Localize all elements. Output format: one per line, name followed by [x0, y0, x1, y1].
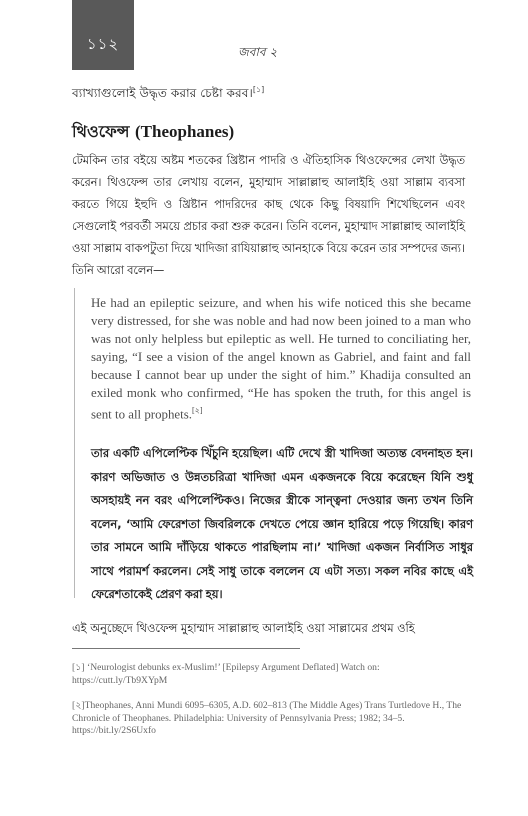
quote-bengali: তার একটি এপিলেপ্টিক খিঁচুনি হয়েছিল। এটি দেখে স্ত্রী খাদিজা অত্যন্ত বেদনাহত হন। কারণ অভিজাত ও উন্নতচরিত্রা খাদিজা এমন একজনকে বিয়ে করেছেন যিনি শুধু অসহায়ই নন বরং এপিলেপ্টিকও। নিজের স্ত্রীকে সান্ত্বনা দেওয়ার জন্য তখন তিনি বলেন, ‘আমি ফেরেশতা জিবরিলকে দেখতে পেয়ে জ্ঞান হারিয়ে পড়ে গিয়েছি। কারণ তার সামনে আমি দাঁড়িয়ে থাকতে পারছিলাম না।’ খাদিজা একজন নির্বাসিত সাধুর সাথে পরামর্শ করলেন। সেই সাধু তাকে বললেন যে এটা সত্য। সকল নবির কাছে এই ফেরেশতাকেই প্রেরণ করা হয়। — [91, 446, 473, 601]
footnote-text[interactable]: Theophanes, Anni Mundi 6095–6305, A.D. 602–813 (The Middle Ages) Trans Turtledove H., The Chronicle of Theophanes. Philadelphia: University of Pennsylvania Press; 1982; 34–5. https://bit.ly/2S6Uxfo — [72, 700, 462, 736]
intro-text: ব্যাখ্যাগুলোই উদ্ধৃত করার চেষ্টা করব। — [72, 86, 253, 101]
footnote-marker: [২] — [72, 700, 85, 711]
footnote-ref-2[interactable]: [২] — [191, 406, 203, 415]
quote-english-text: He had an epileptic seizure, and when his wife noticed this she became very distressed, for she was noble and had now been joined to a man who was not only helpless but epileptic as well. He turned to conciliating her, saying, “I see a vision of the angel known as Gabriel, and faint and fall because I cannot bear up under the sight of him.” Khadija consulted an exiled monk who confirmed, “He has spoken the truth, for this angel is sent to all prophets. — [91, 296, 471, 422]
block-quote — [74, 288, 473, 601]
footnote-1 — [72, 662, 462, 687]
footnote-divider — [72, 648, 300, 649]
intro-paragraph — [72, 80, 472, 103]
section-heading — [72, 120, 234, 144]
closing-paragraph: এই অনুচ্ছেদে থিওফেন্স মুহাম্মাদ সাল্লাল্লাহু আলাইহি ওয়া সাল্লামের প্রথম ওহি — [72, 621, 415, 635]
footnote-ref-1[interactable]: [১] — [252, 85, 265, 94]
page-number-tab — [72, 0, 134, 70]
quote-english — [91, 294, 471, 423]
footnote-marker: [১] — [72, 662, 85, 673]
section-title-bn: থিওফেন্স — [72, 122, 130, 141]
page-number: ১১২ — [86, 35, 120, 53]
running-head: জবাব ২ — [238, 45, 278, 59]
footnote-2 — [72, 700, 462, 738]
section-title-en: (Theophanes) — [135, 122, 235, 141]
footnote-text[interactable]: ‘Neurologist debunks ex-Muslim!’ [Epilepsy Argument Deflated] Watch on: https://cutt.ly/Tb9XYpM — [72, 662, 380, 686]
section-paragraph: টেমকিন তার বইয়ে অষ্টম শতকের খ্রিষ্টান পাদরি ও ঐতিহাসিক থিওফেন্সের লেখা উদ্ধৃত করেন। থিওফেন্স তার লেখায় বলেন, মুহাম্মাদ সাল্লাল্লাহু আলাইহি ওয়া সাল্লাম ব্যবসা করতে গিয়ে ইহুদি ও খ্রিষ্টান পাদরিদের কাছ থেকে কিছু বিষয়াদি শিখেছিলেন এবং সেগুলোই পরবর্তী সময়ে প্রচার করা শুরু করেন। তিনি বলেন, মুহাম্মাদ সাল্লাল্লাহু আলাইহি ওয়া সাল্লাম বাকপটুতা দিয়ে খাদিজা রাযিয়াল্লাহু আনহাকে বিয়ে করেন তার সম্পদের জন্য। তিনি আরো বলেন— — [72, 154, 465, 277]
